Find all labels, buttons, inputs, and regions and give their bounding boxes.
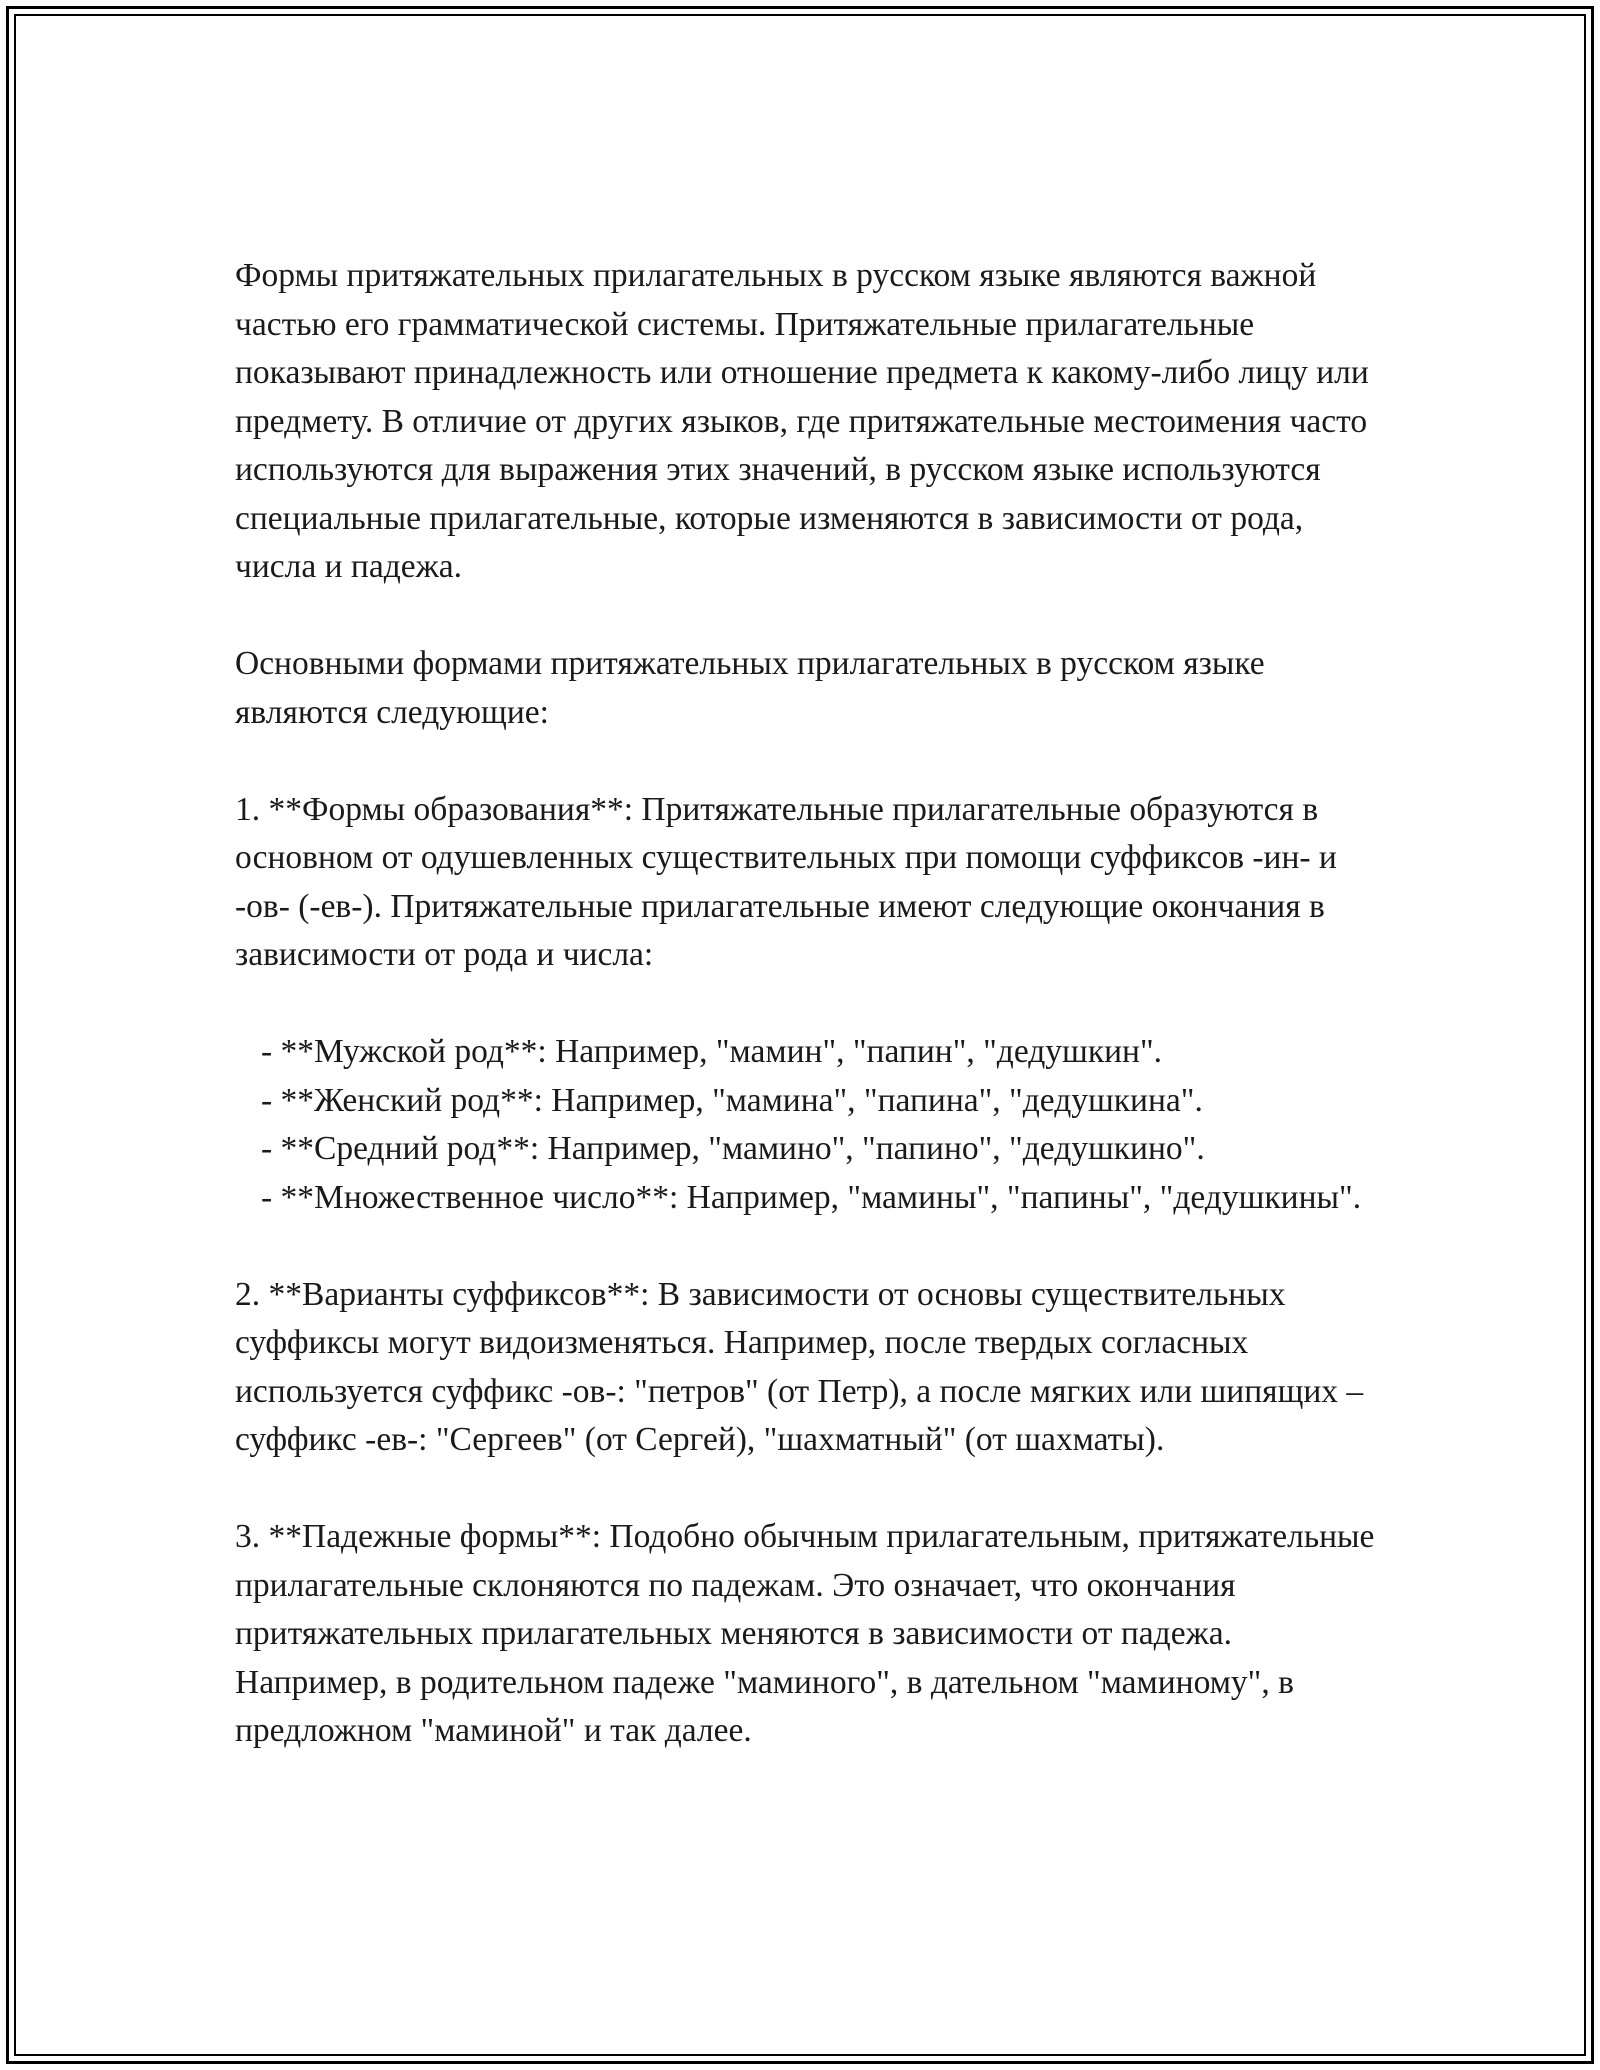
intro-paragraph: Формы притяжательных прилагательных в русском языке являются важной частью его грамматической системы. Притяжательные прилагательные показывают принадлежность или отношение предмета к какому-либо лицу или предмету. В отличие от других языков, где притяжательные местоимения часто используются для выражения этих значений, в русском языке используются специальные прилагательные, которые изменяются в зависимости от рода, числа и падежа. [235, 257, 1369, 585]
list-item-neuter: - **Средний род**: Например, "мамино", "папино", "дедушкино". [261, 1130, 1205, 1167]
list-item-masculine: - **Мужской род**: Например, "мамин", "папин", "дедушкин". [261, 1033, 1163, 1070]
list-item-plural: - **Множественное число**: Например, "мамины", "папины", "дедушкины". [261, 1178, 1362, 1216]
section-1-paragraph: 1. **Формы образования**: Притяжательные прилагательные образуются в основном от одушевленных существительных при помощи суффиксов -ин- и -ов- (-ев-). Притяжательные прилагательные имеют следующие окончания в зависимости от рода и числа: [235, 790, 1337, 973]
gender-forms-list [235, 1028, 1385, 1222]
section-3-paragraph: 3. **Падежные формы**: Подобно обычным прилагательным, притяжательные прилагательные склоняются по падежам. Это означает, что окончания притяжательных прилагательных меняются в зависимости от падежа. Например, в родительном падеже "маминого", в дательном "маминому", в предложном "маминой" и так далее. [235, 1518, 1375, 1749]
document-body [235, 252, 1385, 1756]
section-2-paragraph: 2. **Варианты суффиксов**: В зависимости от основы существительных суффиксы могут видоизменяться. Например, после твердых согласных используется суффикс -ов-: "петров" (от Петр), а после мягких или шипящих – суффикс -ев-: "Сергеев" (от Сергей), "шахматный" (от шахматы). [235, 1275, 1364, 1458]
forms-intro-paragraph: Основными формами притяжательных прилагательных в русском языке являются следующие: [235, 645, 1265, 731]
list-item-feminine: - **Женский род**: Например, "мамина", "папина", "дедушкина". [261, 1081, 1203, 1119]
